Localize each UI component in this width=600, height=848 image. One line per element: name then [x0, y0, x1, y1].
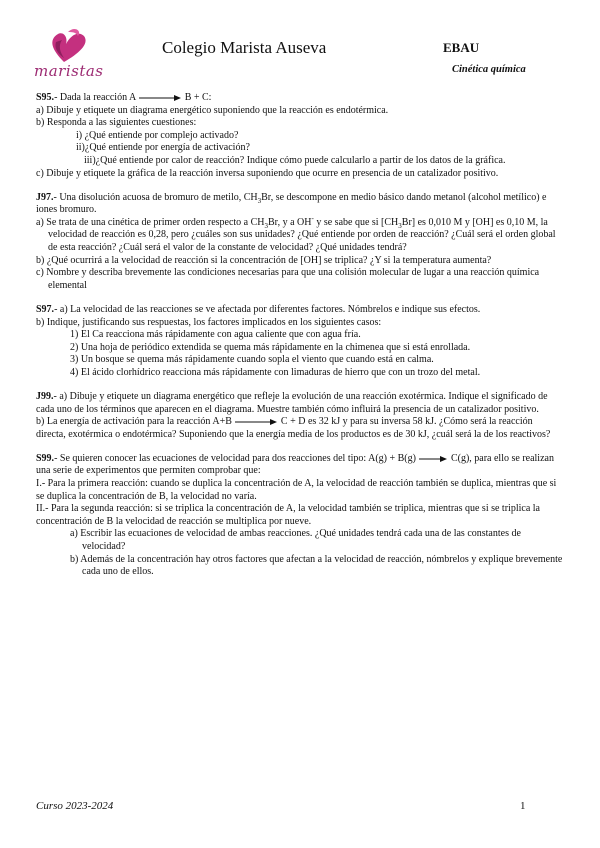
logo-wordmark: maristas	[34, 62, 104, 80]
question-code: S99.	[36, 452, 55, 464]
exam-label: EBAU	[443, 40, 480, 55]
part-a: a) Se trata de una cinética de primer orden respecto a $CH_3Br$, y a OH- y se sabe que si $[CH_3Br]$ es 0,010 M y [OH] es 0,10 M, la velocidad de reacción es 0,28, pero ¿cuáles son sus unidades? ¿Qué entiende por orden de reacción? ¿Cuál será el orden global de esta reacción? ¿Cuál será el valor de la constante de velocidad? ¿Qué unidades tendrá?	[36, 214, 556, 254]
part-a: a) Dibuje y etiquete un diagrama energético suponiendo que la reacción es endotérmica.	[36, 104, 389, 116]
case-item: 2) Una hoja de periódico extendida se quema más rápidamente en la chimenea que si está enrollada.	[70, 341, 471, 353]
reaction-arrow-icon	[418, 455, 448, 463]
case-item: 4) El ácido clorhídrico reacciona más rápidamente con limaduras de hierro que con un trozo del metal.	[70, 366, 481, 378]
case-ii: II.- Para la segunda reacción: si se triplica la concentración de A, la velocidad también se triplica, mientras que si se triplica la concentración de B la velocidad de reacción se multiplica por nueve.	[36, 503, 540, 527]
part-b-ii: ii)¿Qué entiende por energía de activación?	[76, 142, 250, 154]
case-item: 1) El Ca reacciona más rápidamente con agua caliente que con agua fría.	[70, 329, 361, 341]
reaction-arrow-icon	[234, 418, 278, 426]
school-title: Colegio Marista Auseva	[162, 38, 327, 57]
question-s97: S97.- a) La velocidad de las reacciones se ve afectada por diferentes factores. Nómbrelos e indique sus efectos. b) Indique, justificando sus respuestas, los factores implicados en los siguientes casos: 1) El Ca reacciona más rápidamente con agua caliente que con agua fría. 2) Una hoja de periódico extendida se quema más rápidamente en la chimenea que si está enrollada. 3) Un bosque se quema más rápidamente cuando sopla el viento que cuando está en calma. 4) El ácido clorhídrico reacciona más rápidamente con limaduras de hierro que con un trozo del metal.	[36, 304, 564, 380]
maristas-logo	[34, 28, 110, 82]
question-s99: S99.- Se quieren conocer las ecuaciones de velocidad para dos reacciones del tipo: A(g) + B(g) C(g), para ello se realizan una serie de experimentos que permiten comprobar que: I.- Para la primera reacción: cuando se duplica la concentración de A, la velocidad de reacción también se duplica, mientras que si se duplica la concentración de B, la velocidad no varía. II.- Para la segunda reacción: si se triplica la concentración de A, la velocidad también se triplica, mientras que si se triplica la concentración de B la velocidad de reacción se multiplica por nueve. a) Escribir las ecuaciones de velocidad de ambas reacciones. ¿Qué unidades tendrá cada una de las constantes de velocidad? b) Además de la concentración hay otros factores que afectan a la velocidad de reacción, nómbrelos y explique brevemente cada uno de ellos.	[36, 452, 563, 578]
question-s95: S95.- Dada la reacción A B + C: a) Dibuje y etiquete un diagrama energético suponiendo que la reacción es endotérmica. b) Responda a las siguientes cuestiones: i) ¿Qué entiende por complejo activado? ii)¿Qué entiende por energía de activación? iii)¿Qué entiende por calor de reacción? Indique cómo puede calcularlo a partir de los datos de la gráfica. c) Dibuje y etiquete la gráfica de la reacción inversa suponiendo que ocurre en presencia de un catalizador positivo.	[36, 92, 564, 180]
part-b: b) Además de la concentración hay otros factores que afectan a la velocidad de reacción, nómbrelos y explique brevemente cada uno de ellos.	[70, 553, 563, 578]
part-b-iii: iii)¿Qué entiende por calor de reacción? Indique cómo puede calcularlo a partir de los datos de la gráfica.	[84, 154, 506, 166]
part-b: b) Responda a las siguientes cuestiones:	[36, 117, 197, 129]
part-b: b) ¿Qué ocurrirá a la velocidad de reacción si la concentración de [OH] se triplica? ¿Y si la temperatura aumenta?	[36, 254, 492, 266]
question-code: J99.	[36, 390, 54, 402]
heart-flame-icon	[34, 28, 110, 64]
topic-label: Cinética química	[452, 64, 526, 75]
question-code: S97.	[36, 303, 55, 315]
question-code: S95.	[36, 92, 55, 103]
part-b: b) Indique, justificando sus respuestas, los factores implicados en los siguientes casos:	[36, 316, 382, 328]
page-number: 1	[520, 800, 526, 812]
reaction-arrow-icon	[138, 94, 182, 102]
part-b: b) La energía de activación para la reacción A+B C + D es 32 kJ y para su inversa 58 kJ. ¿Cómo será la reacción directa, exotérmica o endotérmica? Suponiendo que la energía media de los productos es de 30 kJ, ¿cuál será la de los reactivos?	[36, 416, 551, 440]
question-j99: J99.- a) Dibuje y etiquete un diagrama energético que refleje la evolución de una reacción exotérmica. Indique el significado de cada uno de los términos que aparecen en el diagrama. Muestre también cómo influirá la presencia de un catalizador positivo. b) La energía de activación para la reacción A+B C + D es 32 kJ y para su inversa 58 kJ. ¿Cómo será la reacción directa, exotérmica o endotérmica? Suponiendo que la energía media de los productos es de 30 kJ, ¿cuál será la de los reactivos?	[36, 391, 564, 441]
question-code: J97.	[36, 191, 54, 203]
question-list	[36, 92, 564, 590]
part-c: c) Dibuje y etiquete la gráfica de la reacción inversa suponiendo que ocurre en presencia de un catalizador positivo.	[36, 167, 499, 179]
part-b-i: i) ¿Qué entiende por complejo activado?	[76, 129, 239, 141]
case-item: 3) Un bosque se quema más rápidamente cuando sopla el viento que cuando está en calma.	[70, 354, 434, 366]
question-j97: J97.- Una disolución acuosa de bromuro de metilo, $CH_3Br$, se descompone en medio básico dando metanol (alcohol metílico) e iones bromuro. a) Se trata de una cinética de primer orden respecto a $CH_3Br$, y a OH- y se sabe que si $[CH_3Br]$ es 0,010 M y [OH] es 0,10 M, la velocidad de reacción es 0,28, pero ¿cuáles son sus unidades? ¿Qué entiende por orden de reacción? ¿Cuál será el orden global de esta reacción? ¿Cuál será el valor de la constante de velocidad? ¿Qué unidades tendrá? b) ¿Qué ocurrirá a la velocidad de reacción si la concentración de [OH] se triplica? ¿Y si la temperatura aumenta? c) Nombre y describa brevemente las condiciones necesarias para que una colisión molecular de lugar a una reacción química elemental	[36, 192, 564, 293]
part-c: c) Nombre y describa brevemente las condiciones necesarias para que una colisión molecular de lugar a una reacción química elemental	[36, 267, 540, 291]
course-footer: Curso 2023-2024	[36, 800, 114, 812]
part-a: a) Escribir las ecuaciones de velocidad de ambas reacciones. ¿Qué unidades tendrá cada una de las constantes de velocidad?	[70, 528, 521, 552]
case-i: I.- Para la primera reacción: cuando se duplica la concentración de A, la velocidad de reacción también se duplica, mientras que si se duplica la concentración de B, la velocidad no varía.	[36, 478, 557, 502]
